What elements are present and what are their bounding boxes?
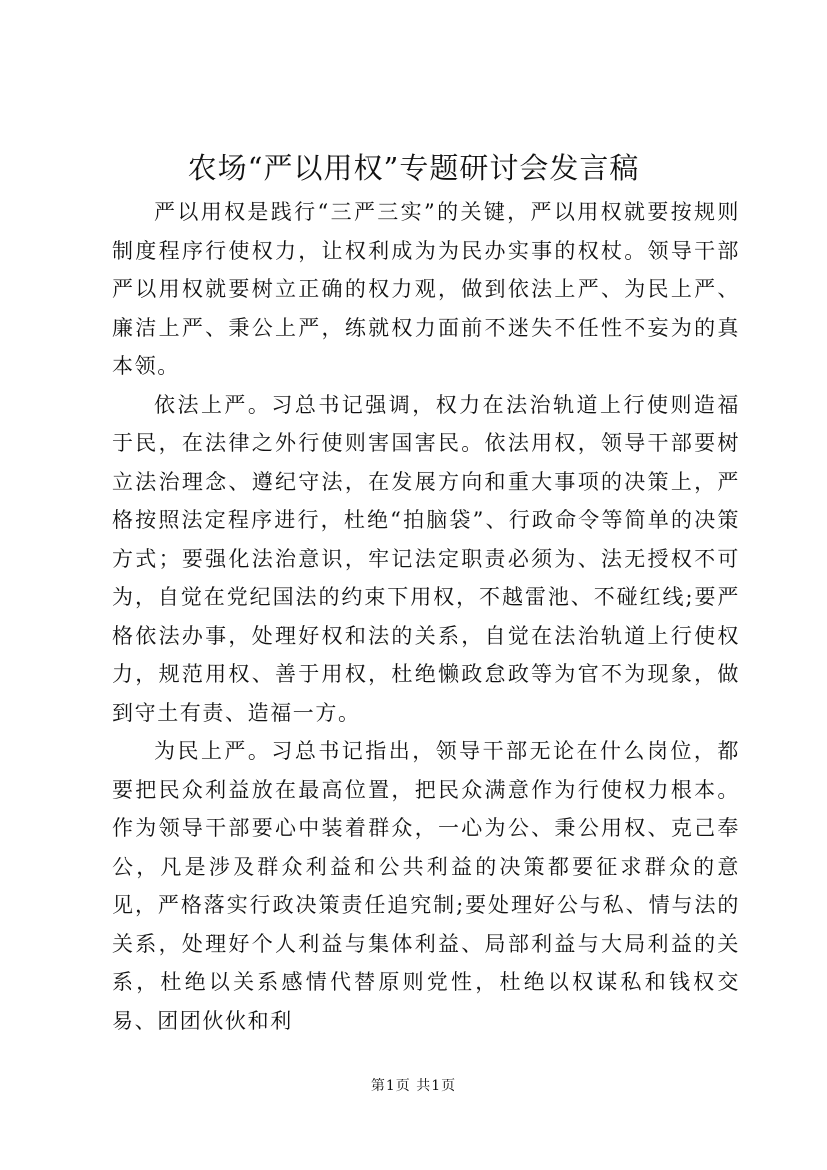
paragraph-intro: 严以用权是践行“三严三实”的关键，严以用权就要按规则制度程序行使权力，让权利成为为民办实事的权杖。领导干部严以用权就要树立正确的权力观，做到依法上严、为民上严、廉洁上严、秉公上严，练就权力面前不迷失不任性不妄为的真本领。 — [112, 200, 740, 378]
paragraph-rule-of-law: 依法上严。习总书记强调，权力在法治轨道上行使则造福于民，在法律之外行使则害国害民。依法用权，领导干部要树立法治理念、遵纪守法，在发展方向和重大事项的决策上，严格按照法定程序进行，杜绝“拍脑袋”、行政命令等简单的决策方式；要强化法治意识，牢记法定职责必须为、法无授权不可为，自觉在党纪国法的约束下用权，不越雷池、不碰红线;要严格依法办事，处理好权和法的关系，自觉在法治轨道上行使权力，规范用权、善于用权，杜绝懒政怠政等为官不为现象，做到守土有责、造福一方。 — [112, 392, 740, 725]
page-number-footer: 第1页 共1页 — [370, 1078, 457, 1094]
document-body — [112, 193, 740, 1040]
document-title: 农场“严以用权”专题研讨会发言稿 — [187, 151, 640, 185]
paragraph-for-people: 为民上严。习总书记指出，领导干部无论在什么岗位，都要把民众利益放在最高位置，把民众满意作为行使权力根本。作为领导干部要心中装着群众，一心为公、秉公用权、克己奉公，凡是涉及群众利益和公共利益的决策都要征求群众的意见，严格落实行政决策责任追究制;要处理好公与私、情与法的关系，处理好个人利益与集体利益、局部利益与大局利益的关系，杜绝以关系感情代替原则党性，杜绝以权谋私和钱权交易、团团伙伙和利 — [112, 739, 740, 1033]
